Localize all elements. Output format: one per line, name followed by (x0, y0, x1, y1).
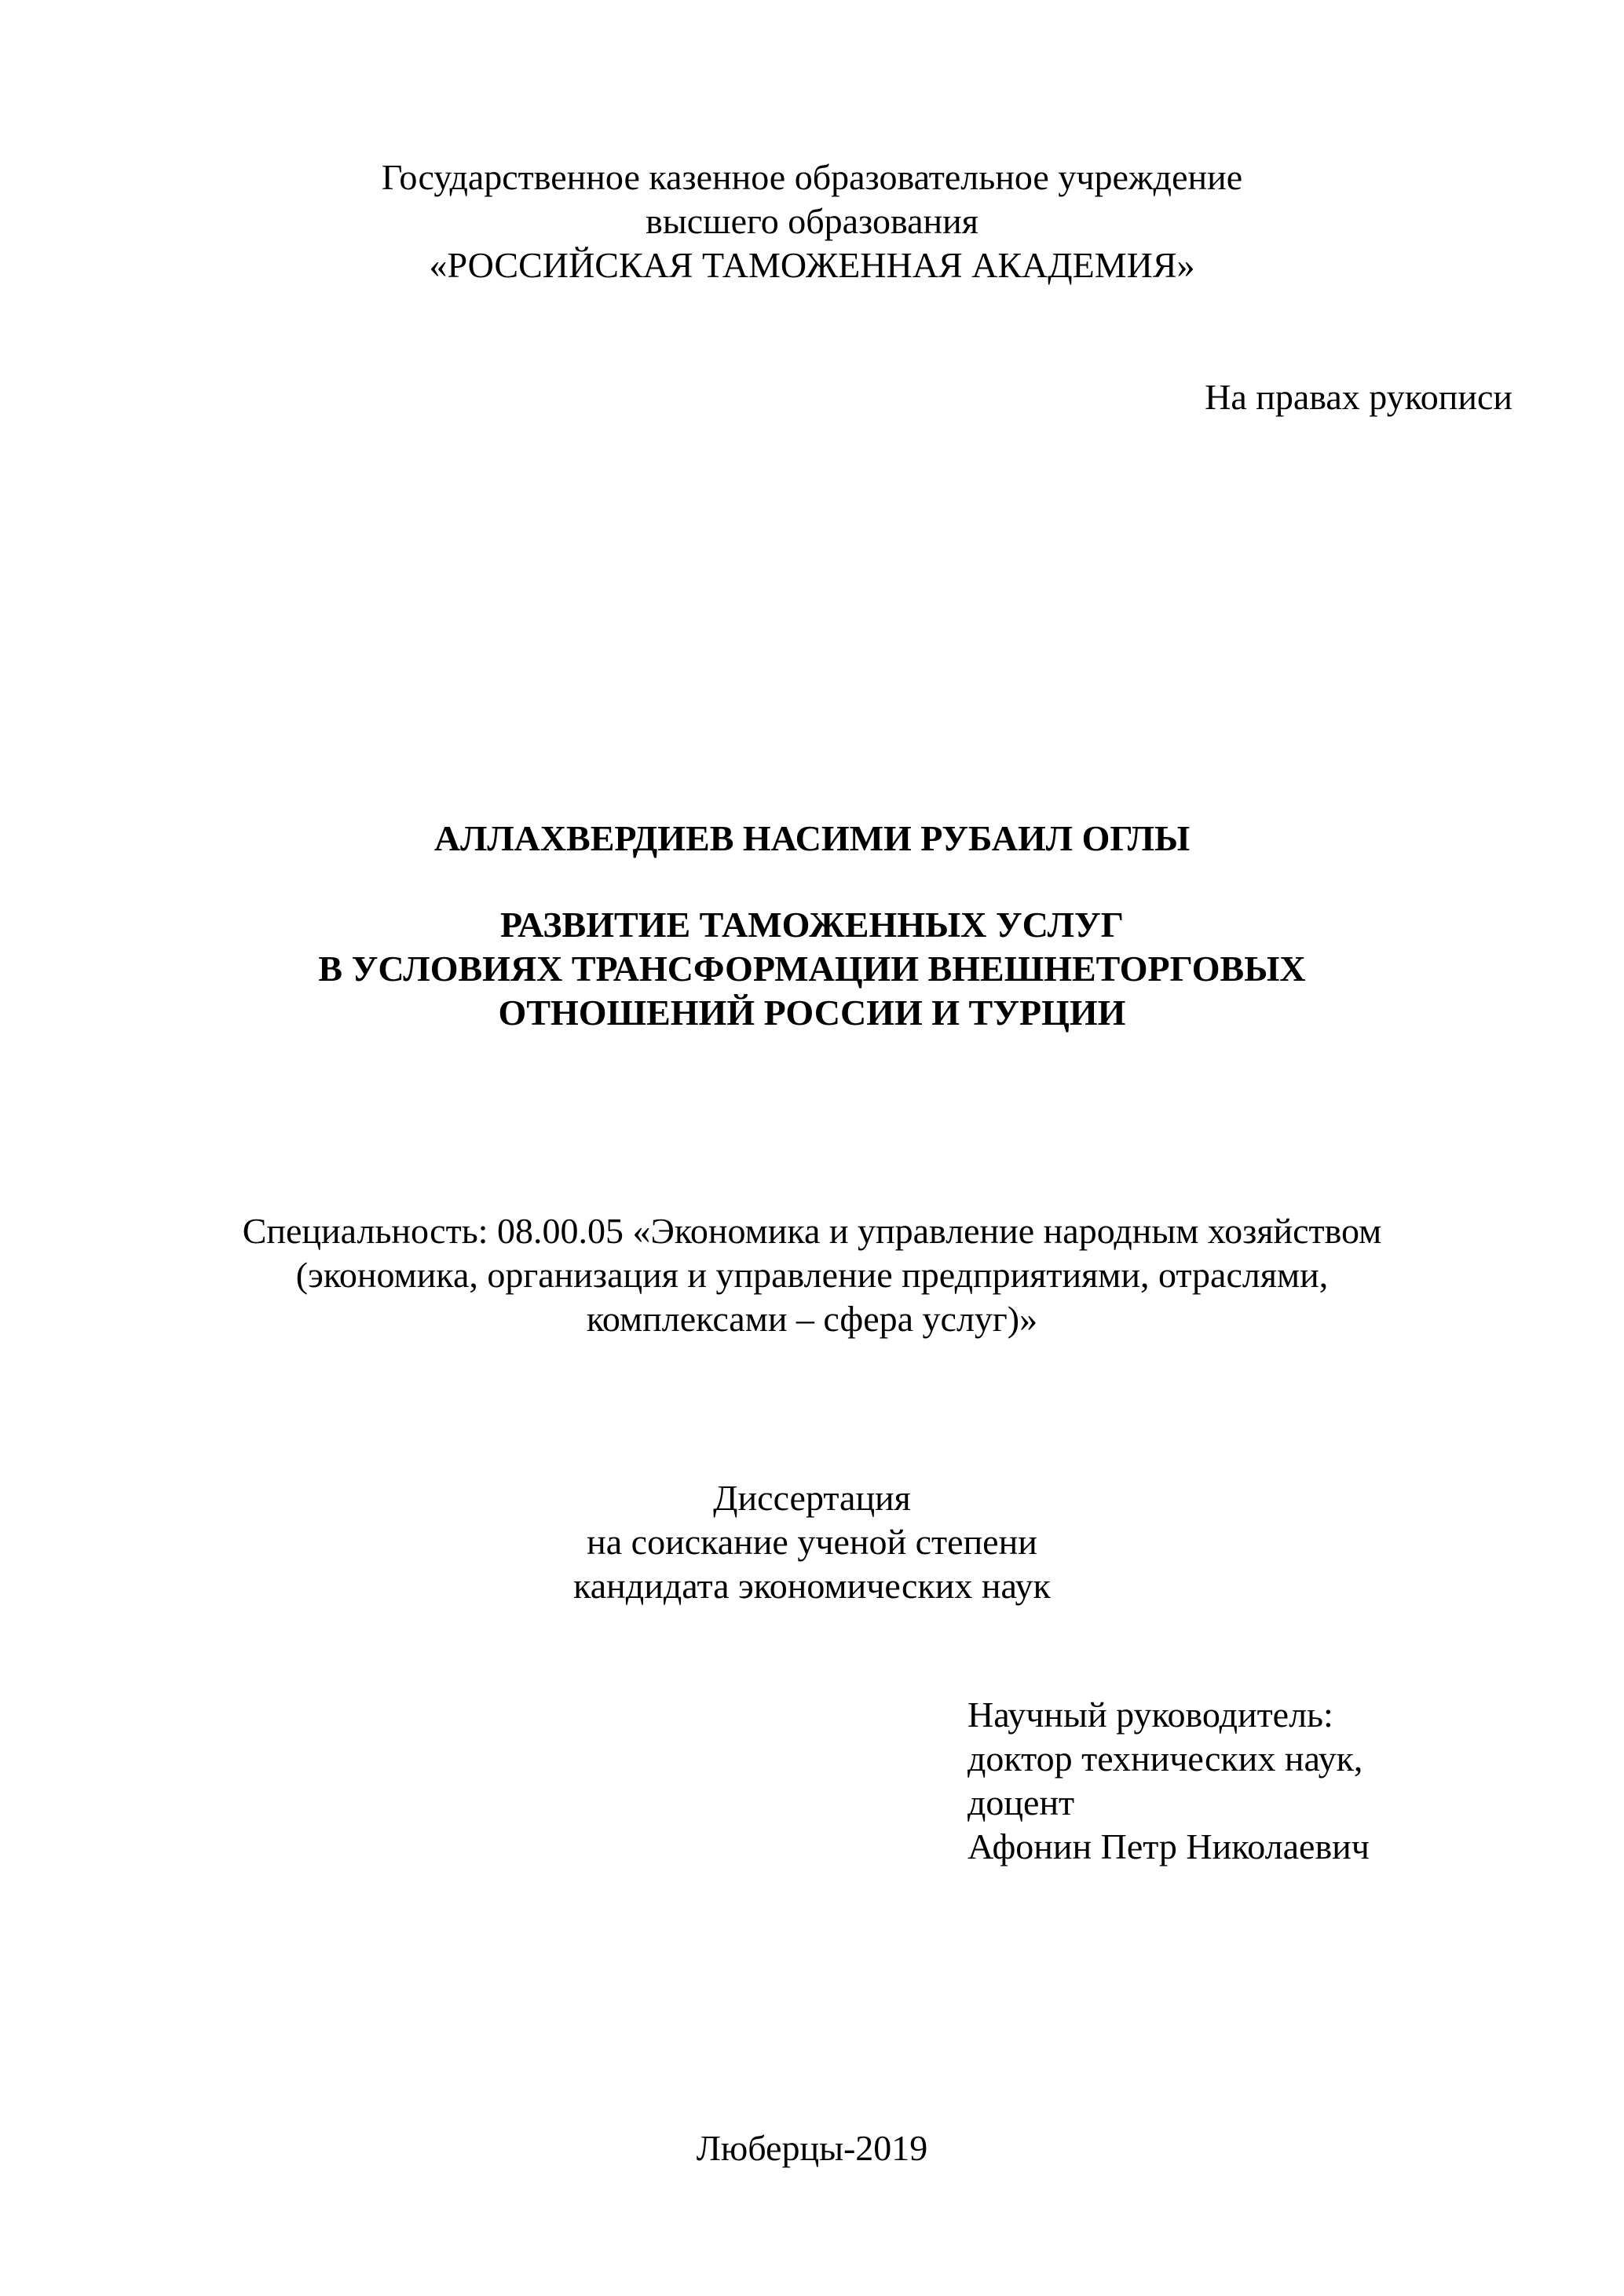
supervisor-line: Афонин Петр Николаевич (967, 1826, 1370, 1866)
institution-line: Государственное казенное образовательное учреждение (381, 157, 1243, 197)
title-line: В УСЛОВИЯХ ТРАНСФОРМАЦИИ ВНЕШНЕТОРГОВЫХ (318, 949, 1306, 989)
specialty-line: Специальность: 08.00.05 «Экономика и управление народным хозяйством (242, 1211, 1382, 1251)
supervisor-line: доцент (967, 1782, 1075, 1823)
institution-line: «РОССИЙСКАЯ ТАМОЖЕННАЯ АКАДЕМИЯ» (429, 245, 1195, 285)
degree-line: Диссертация (713, 1478, 911, 1518)
institution-header (0, 155, 1624, 287)
institution-line: высшего образования (646, 201, 978, 241)
supervisor-line: доктор технических наук, (967, 1738, 1363, 1779)
degree-line: кандидата экономических наук (573, 1566, 1051, 1606)
place-year: Люберцы-2019 (696, 2128, 928, 2168)
specialty-line: (экономика, организация и управление предприятиями, отраслями, (295, 1255, 1329, 1295)
specialty-line: комплексами – сфера услуг)» (586, 1299, 1038, 1339)
degree-statement (0, 1476, 1624, 1608)
specialty (0, 1209, 1624, 1341)
title-line: ОТНОШЕНИЙ РОССИИ И ТУРЦИИ (498, 993, 1126, 1033)
manuscript-note: На правах рукописи (1205, 377, 1512, 417)
supervisor-block (967, 1693, 1370, 1869)
title-line: РАЗВИТИЕ ТАМОЖЕННЫХ УСЛУГ (499, 905, 1125, 945)
author-name: АЛЛАХВЕРДИЕВ НАСИМИ РУБАИЛ ОГЛЫ (433, 818, 1191, 858)
degree-line: на соискание ученой степени (587, 1522, 1037, 1562)
supervisor-line: Научный руководитель: (967, 1695, 1333, 1735)
dissertation-title (0, 903, 1624, 1035)
